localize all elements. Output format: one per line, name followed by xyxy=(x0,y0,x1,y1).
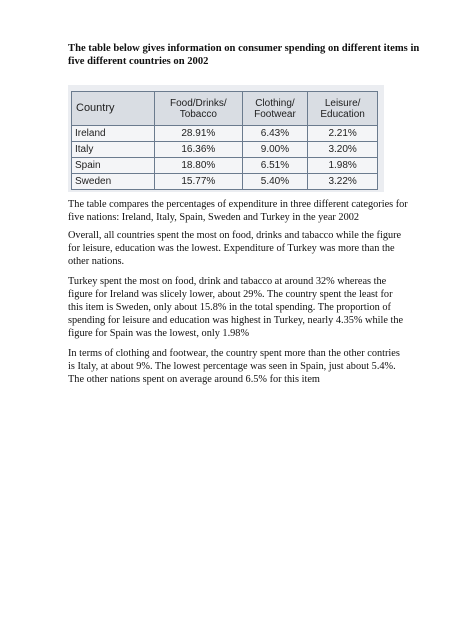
cell-clothing: 5.40% xyxy=(242,174,308,190)
cell-food: 16.36% xyxy=(155,142,243,158)
header-clothing: Clothing/ Footwear xyxy=(242,92,308,126)
cell-food: 28.91% xyxy=(155,126,243,142)
cell-country: Spain xyxy=(72,158,155,174)
paragraph-food-leisure: Turkey spent the most on food, drink and tabacco at around 32% whereas the figure for Ireland was slicely lower, about 29%. The country spent the least for this item is Sweden, only about 15.8% in the total spending. The proportion of spending for leisure and education was highest in Turkey, nearly 4.35% while the figure for Spain was the lowest, only 1.98% xyxy=(68,276,404,339)
cell-leisure: 3.20% xyxy=(308,142,378,158)
cell-clothing: 6.51% xyxy=(242,158,308,174)
paragraph-intro: The table compares the percentages of expenditure in three different categories for five nations: Ireland, Italy, Spain, Sweden and Turkey in the year 2002 xyxy=(68,199,408,223)
cell-country: Ireland xyxy=(72,126,155,142)
table-header-row xyxy=(72,92,378,126)
header-food: Food/Drinks/ Tobacco xyxy=(155,92,243,126)
cell-food: 15.77% xyxy=(155,174,243,190)
header-country: Country xyxy=(72,92,155,126)
paragraph-overview: Overall, all countries spent the most on food, drinks and tabacco while the figure for leisure, education was the lowest. Expenditure of Turkey was more than the other nations. xyxy=(68,230,402,267)
cell-leisure: 2.21% xyxy=(308,126,378,142)
spending-table xyxy=(71,91,378,190)
table-row xyxy=(72,126,378,142)
paragraph-clothing: In terms of clothing and footwear, the country spent more than the other contries is Italy, at about 9%. The lowest percentage was seen in Spain, just about 5.4%. The other nations spent on average around 6.5% for this item xyxy=(68,348,400,385)
cell-country: Italy xyxy=(72,142,155,158)
document-heading: The table below gives information on consumer spending on different items in five different countries on 2002 xyxy=(68,43,420,67)
table-row xyxy=(72,158,378,174)
spending-table-image xyxy=(68,85,384,192)
header-leisure: Leisure/ Education xyxy=(308,92,378,126)
table-row xyxy=(72,174,378,190)
cell-leisure: 1.98% xyxy=(308,158,378,174)
cell-leisure: 3.22% xyxy=(308,174,378,190)
cell-clothing: 6.43% xyxy=(242,126,308,142)
cell-food: 18.80% xyxy=(155,158,243,174)
cell-country: Sweden xyxy=(72,174,155,190)
table-row xyxy=(72,142,378,158)
cell-clothing: 9.00% xyxy=(242,142,308,158)
